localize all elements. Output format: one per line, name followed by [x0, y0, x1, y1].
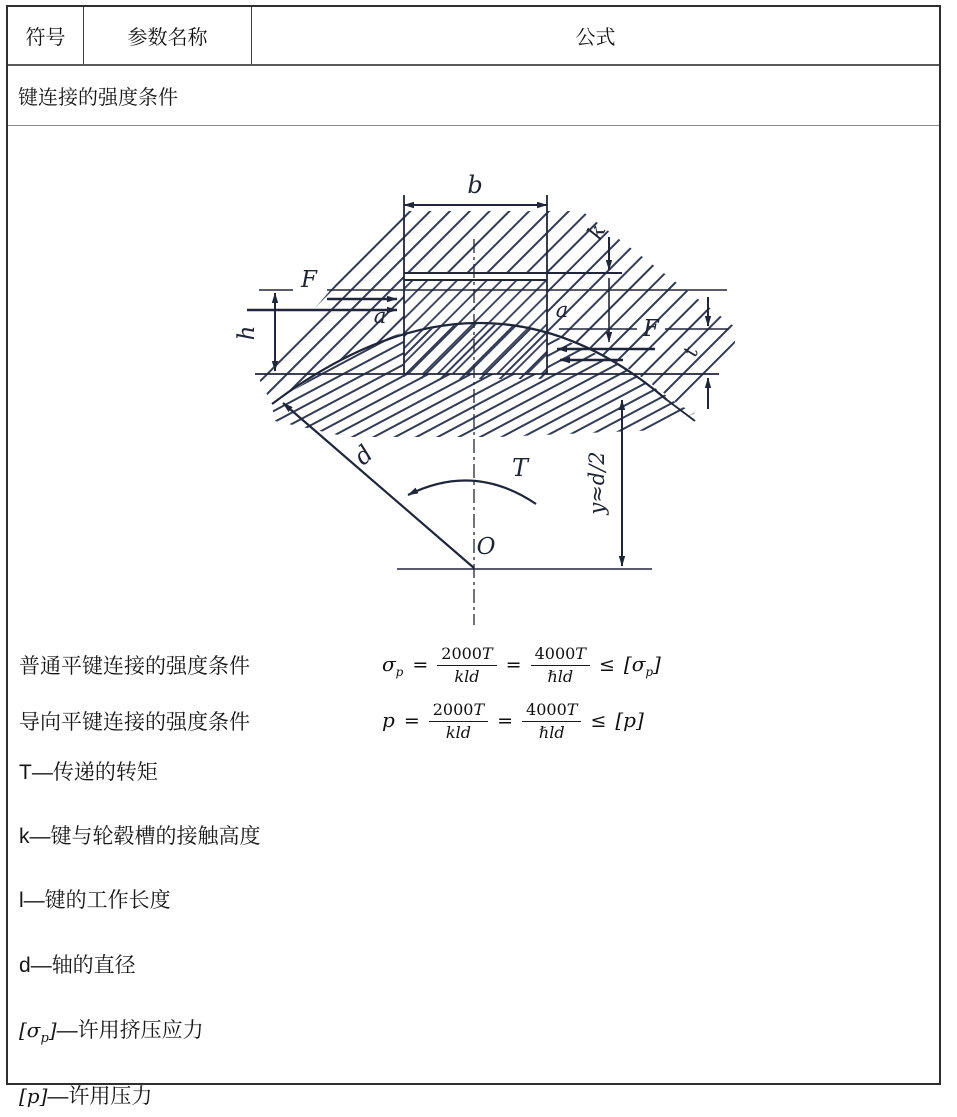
- label-torque: T: [511, 454, 529, 482]
- definition-text: —传递的转矩: [31, 761, 158, 784]
- section-title-row: [8, 66, 939, 126]
- definition-row-k: k —键与轮毂槽的接触高度: [19, 825, 261, 849]
- label-a-right: a: [555, 298, 569, 322]
- formula-label: 普通平键连接的强度条件: [19, 655, 250, 678]
- section-title: 键连接的强度条件: [18, 87, 178, 109]
- label-b: b: [467, 171, 483, 199]
- symbol-definitions: [8, 761, 939, 1117]
- label-a-left: a: [373, 304, 387, 328]
- table-content-cell: [8, 147, 939, 1117]
- definition-row-T: T —传递的转矩: [19, 761, 158, 784]
- header-parameter-name: 参数名称: [84, 7, 252, 64]
- definition-text: —许用压力: [47, 1084, 153, 1108]
- formula-label: 导向平键连接的强度条件: [19, 711, 250, 734]
- table-header-row: [8, 7, 939, 66]
- label-f-right: F: [643, 316, 659, 342]
- label-f-left: F: [301, 267, 317, 293]
- formula-row-guided-key: [8, 693, 939, 749]
- key-connection-diagram: [227, 147, 747, 637]
- key-connection-diagram-svg: [227, 147, 747, 637]
- formula-row-normal-key: [8, 637, 939, 693]
- definition-row-sigma-p: $[\sigma_p]$ —许用挤压应力: [19, 1017, 204, 1046]
- label-d: d: [348, 439, 379, 471]
- label-t: t: [677, 343, 704, 360]
- definition-text: —键的工作长度: [23, 889, 171, 913]
- formula-sigma-p: $\sigma_p$ = $\frac{2000T}{\text{kld}}$ = $\frac{4000T}{\text{ℏld}}$ ≤ $[\sigma_p]$: [382, 644, 661, 686]
- definition-text: —键与轮毂槽的接触高度: [29, 825, 261, 849]
- header-symbol: 符号: [8, 7, 84, 64]
- definition-row-d: d —轴的直径: [19, 953, 136, 977]
- definition-row-p: [p] —许用压力: [19, 1083, 153, 1108]
- definition-row-l: l —键的工作长度: [19, 889, 171, 913]
- parameter-table: [6, 5, 941, 1108]
- label-center-o: O: [476, 534, 496, 560]
- definition-text: —轴的直径: [30, 953, 136, 977]
- label-y-dim: y≈d/2: [585, 451, 609, 515]
- label-k: k: [583, 220, 612, 244]
- definition-text: —许用挤压应力: [56, 1018, 204, 1042]
- header-formula: 公式: [575, 27, 616, 49]
- torque-arc: [408, 480, 536, 504]
- formula-p: p = $\frac{2000T}{\text{kld}}$ = $\frac{4000T}{\text{ℏld}}$ ≤ [p]: [382, 700, 644, 742]
- label-h: h: [234, 325, 260, 341]
